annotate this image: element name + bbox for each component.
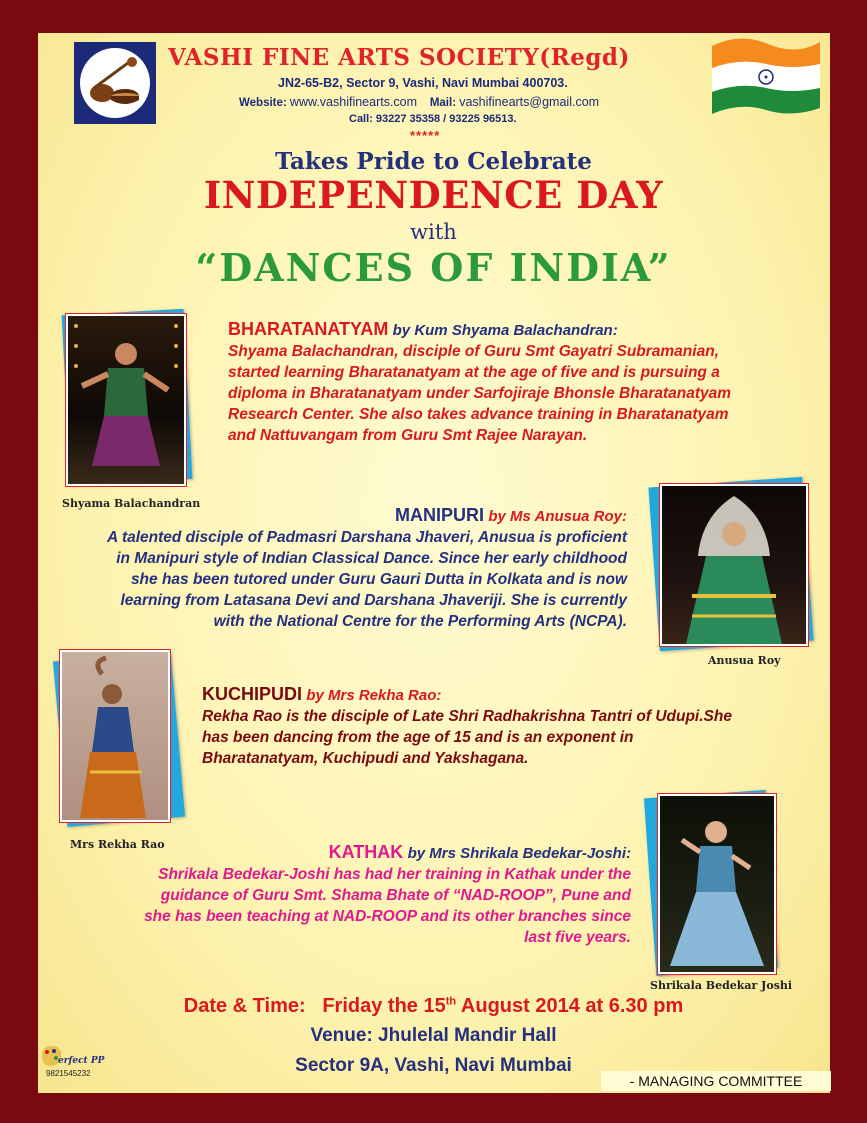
bio-line: started learning Bharatanatyam at the age of five and is pursuing a [228, 364, 720, 381]
headline-independence-day: INDEPENDENCE DAY [203, 173, 664, 217]
event-date-time [0, 995, 867, 1018]
bio-line: with the National Centre for the Performing Arts (NCPA). [213, 613, 627, 630]
bio-line: guidance of Guru Smt. Shama Bhate of “NAD-ROOP”, Pune and [160, 887, 631, 904]
bio-line: diploma in Bharatanatyam under Sarfojiraje Bhonsle Bharatanatyam [228, 385, 732, 402]
bio-line: she has been teaching at NAD-ROOP and its other branches since [144, 908, 631, 925]
org-contact-line [239, 95, 599, 109]
bio-line: has been dancing from the age of 15 and is an exponent in [202, 729, 634, 746]
designer-phone: 9821545232 [46, 1069, 91, 1078]
date-label: Date & Time: [183, 995, 306, 1017]
event-place: Sector 9A, Vashi, Navi Mumbai [295, 1055, 572, 1076]
performer-bharatanatyam: by Kum Shyama Balachandran: [392, 322, 618, 339]
dance-title-kathak: KATHAK [328, 842, 404, 862]
section-bharatanatyam [228, 319, 731, 446]
society-logo [74, 42, 156, 124]
mail-label: Mail: [429, 97, 457, 109]
date-post: August 2014 at 6.30 pm [456, 995, 684, 1017]
section-kuchipudi [202, 684, 732, 769]
org-name: VASHI FINE ARTS SOCIETY(Regd) [168, 44, 630, 71]
designer-credit [40, 1040, 112, 1090]
section-kathak [144, 842, 631, 948]
manipuri-dancer-photo [660, 484, 808, 646]
phone-numbers: Call: 93227 35358 / 93225 96513. [349, 113, 517, 125]
caption-rekha: Mrs Rekha Rao [70, 838, 165, 851]
designer-name: erfect PP [58, 1056, 105, 1066]
date-suffix: th [445, 995, 457, 1008]
bio-line: Shrikala Bedekar-Joshi has had her training in Kathak under the [158, 866, 631, 883]
headline-pride: Takes Pride to Celebrate [275, 148, 592, 175]
dance-title-bharatanatyam: BHARATANATYAM [228, 319, 389, 339]
website-label: Website: [239, 97, 287, 109]
bio-line: learning from Latasana Devi and Darshana Jhaveriji. She is currently [120, 592, 627, 609]
performer-kuchipudi: by Mrs Rekha Rao: [306, 687, 442, 704]
indian-flag-icon [710, 34, 822, 116]
org-address: JN2-65-B2, Sector 9, Vashi, Navi Mumbai 400703. [278, 76, 568, 90]
bio-line: A talented disciple of Padmasri Darshana Jhaveri, Anusua is proficient [107, 529, 627, 546]
event-venue: Venue: Jhulelal Mandir Hall [310, 1025, 557, 1046]
bio-line: she has been tutored under Guru Gauri Dutta in Kolkata and is now [130, 571, 627, 588]
caption-shyama: Shyama Balachandran [62, 497, 201, 510]
stars-divider: ***** [410, 128, 441, 143]
bio-line: Bharatanatyam, Kuchipudi and Yakshagana. [202, 750, 529, 767]
bio-line: and Nattuvangam from Guru Smt Rajee Narayan. [228, 427, 588, 444]
bio-line: in Manipuri style of Indian Classical Dance. Since her early childhood [116, 550, 627, 567]
dance-title-manipuri: MANIPURI [395, 505, 485, 525]
caption-anusua: Anusua Roy [708, 654, 781, 667]
headline-dances-of-india: “DANCES OF INDIA” [195, 245, 672, 290]
bio-line: Shyama Balachandran, disciple of Guru Smt Gayatri Subramanian, [228, 343, 719, 360]
managing-committee: - MANAGING COMMITTEE [601, 1071, 831, 1091]
bharatanatyam-dancer-photo [66, 314, 186, 486]
veena-tabla-icon [80, 48, 150, 118]
date-pre: Friday the 15 [322, 995, 446, 1017]
bio-line: last five years. [524, 929, 631, 946]
bio-line: Research Center. She also takes advance training in Bharatanatyam [228, 406, 729, 423]
performer-kathak: by Mrs Shrikala Bedekar-Joshi: [407, 845, 631, 862]
kuchipudi-dancer-photo [60, 650, 170, 822]
caption-shrikala: Shrikala Bedekar Joshi [650, 979, 793, 992]
dance-title-kuchipudi: KUCHIPUDI [202, 684, 303, 704]
website-link[interactable]: www.vashifinearts.com [289, 95, 418, 109]
headline-with: with [410, 220, 457, 244]
mail-link[interactable]: vashifinearts@gmail.com [459, 95, 600, 109]
section-manipuri [107, 505, 627, 632]
performer-manipuri: by Ms Anusua Roy: [488, 508, 627, 525]
kathak-dancer-photo [658, 794, 776, 974]
bio-line: Rekha Rao is the disciple of Late Shri Radhakrishna Tantri of Udupi.She [202, 708, 732, 725]
